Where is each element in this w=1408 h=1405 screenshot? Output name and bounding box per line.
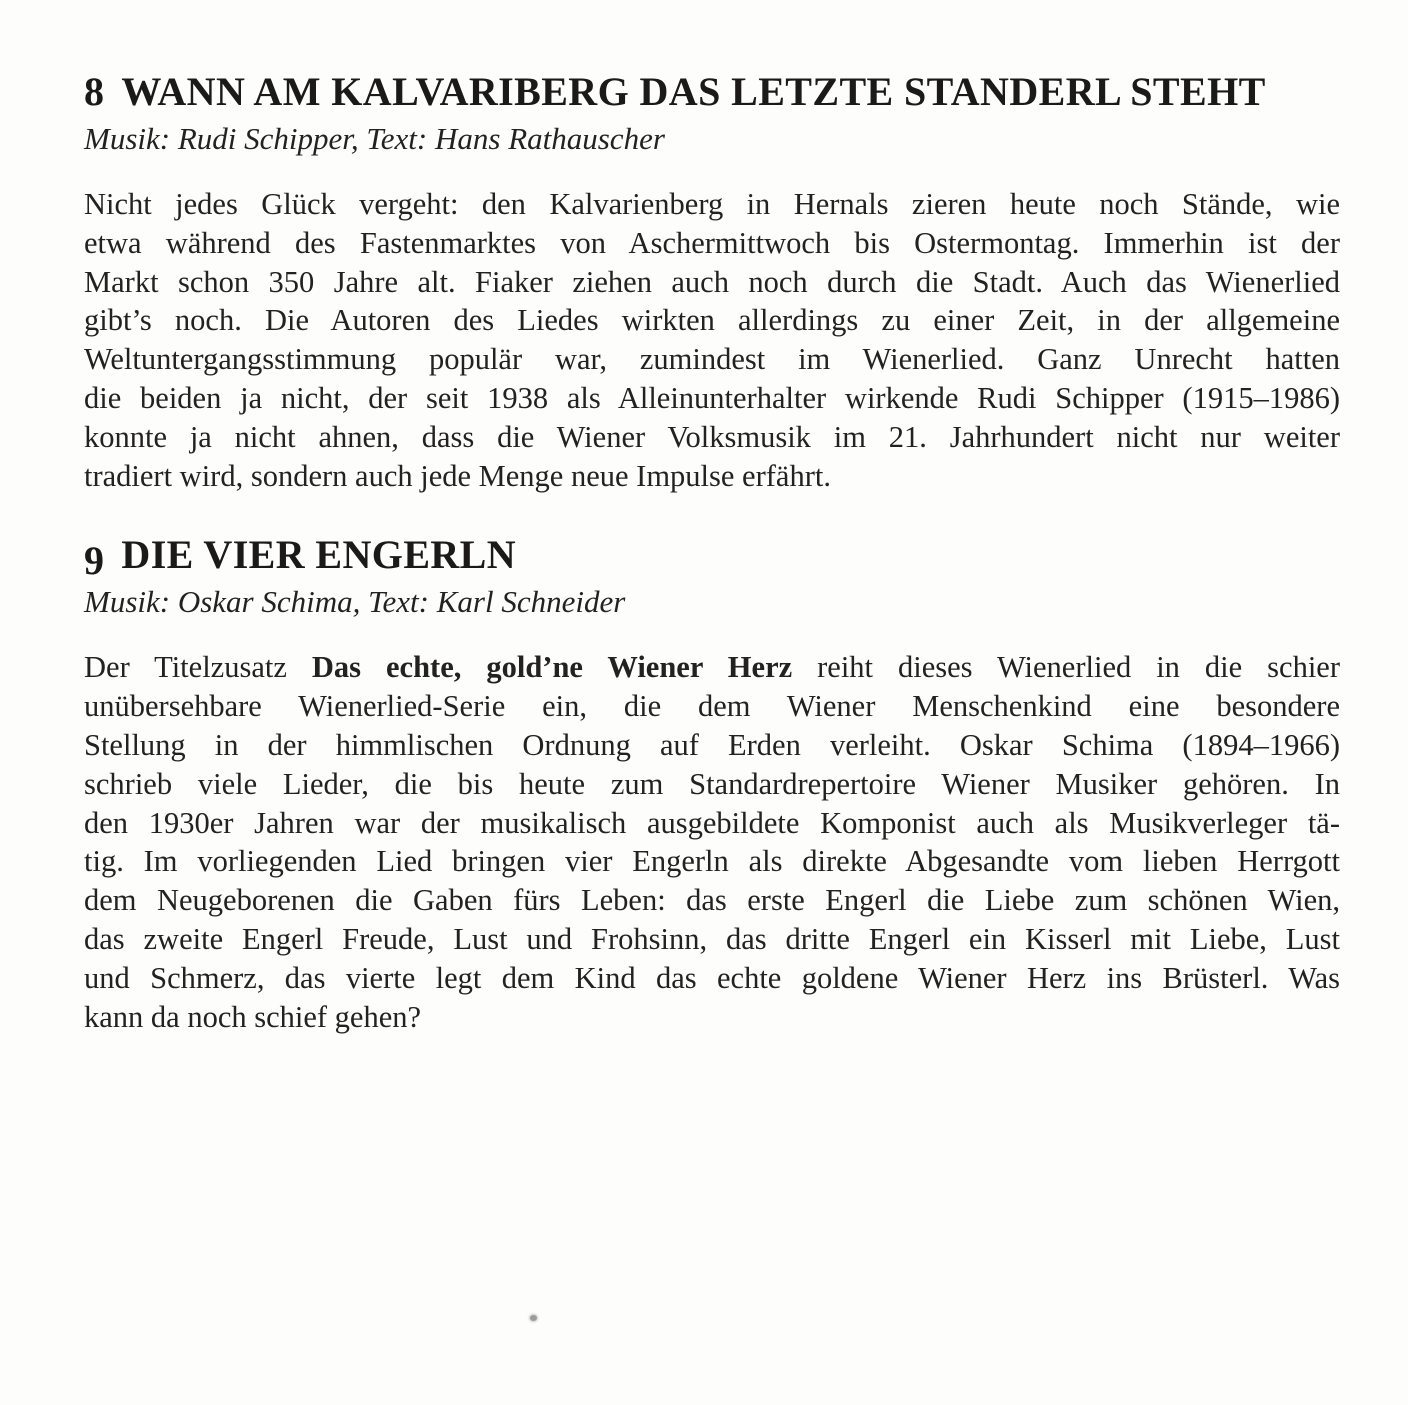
track-number: 8: [84, 69, 105, 114]
text-line: gibt’s noch. Die Autoren des Liedes wirkten allerdings zu einer Zeit, in der allgemeine: [84, 303, 1340, 338]
text-line: schrieb viele Lieder, die bis heute zum Standardrepertoire Wiener Musiker gehören. In: [84, 766, 1340, 801]
text-line: tradiert wird, sondern auch jede Menge neue Impulse erfährt.: [84, 458, 831, 493]
track-notes-paragraph: [84, 185, 1340, 495]
track-section-8: [84, 70, 1340, 495]
text-line: Weltuntergangsstimmung populär war, zumindest im Wienerlied. Ganz Unrecht hatten: [84, 342, 1340, 377]
track-credits: Musik: Oskar Schima, Text: Karl Schneider: [84, 584, 626, 620]
text-line: Der Titelzusatz Das echte, gold’ne Wiener Herz reiht dieses Wienerlied in die schier: [84, 650, 1340, 685]
text-line: kann da noch schief gehen?: [84, 999, 422, 1034]
scan-speck-artifact: [530, 1315, 537, 1321]
text-line: konnte ja nicht ahnen, dass die Wiener Volksmusik im 21. Jahrhundert nicht nur weiter: [84, 419, 1340, 454]
text-line: unübersehbare Wienerlied-Serie ein, die dem Wiener Menschenkind eine besondere: [84, 689, 1340, 724]
text-line: dem Neugeborenen die Gaben fürs Leben: das erste Engerl die Liebe zum schönen Wien,: [84, 883, 1340, 918]
text-line: den 1930er Jahren war der musikalisch ausgebildete Komponist auch als Musikverleger tä-: [84, 805, 1340, 840]
track-title: WANN AM KALVARIBERG DAS LETZTE STANDERL STEHT: [121, 69, 1266, 114]
track-section-9: [84, 533, 1340, 1036]
track-credits: Musik: Rudi Schipper, Text: Hans Rathauscher: [84, 121, 665, 156]
text-line: Markt schon 350 Jahre alt. Fiaker ziehen auch noch durch die Stadt. Auch das Wienerlied: [84, 264, 1340, 299]
text-line: das zweite Engerl Freude, Lust und Frohsinn, das dritte Engerl ein Kisserl mit Liebe, Lust: [84, 921, 1340, 956]
track-number: 9: [84, 538, 105, 584]
text-line: etwa während des Fastenmarktes von Aschermittwoch bis Ostermontag. Immerhin ist der: [84, 225, 1340, 260]
track-heading: [84, 532, 1340, 584]
text-line: Stellung in der himmlischen Ordnung auf Erden verleiht. Oskar Schima (1894–1966): [84, 727, 1340, 762]
track-notes-paragraph: [84, 648, 1340, 1036]
track-title: DIE VIER ENGERLN: [121, 532, 517, 578]
text-line: die beiden ja nicht, der seit 1938 als Alleinunterhalter wirkende Rudi Schipper (1915–1986): [84, 380, 1340, 415]
text-line: Nicht jedes Glück vergeht: den Kalvarienberg in Hernals zieren heute noch Stände, wie: [84, 187, 1340, 221]
track-heading: [84, 70, 1340, 114]
text-line: tig. Im vorliegenden Lied bringen vier Engerln als direkte Abgesandte vom lieben Herrgott: [84, 844, 1340, 879]
text-line: und Schmerz, das vierte legt dem Kind das echte goldene Wiener Herz ins Brüsterl. Was: [84, 960, 1340, 995]
